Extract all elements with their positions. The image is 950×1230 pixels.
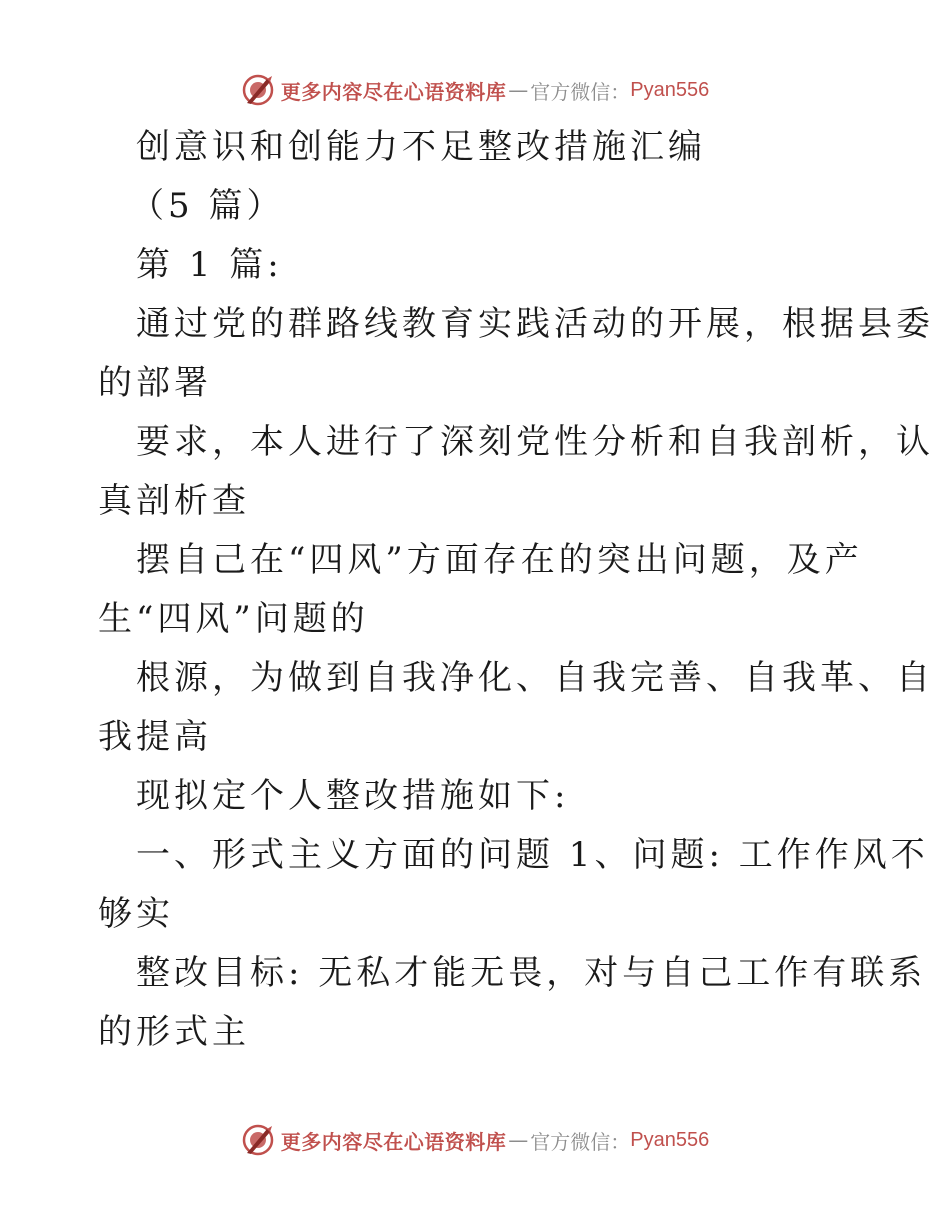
- banner-wechat-id: Pyan556: [630, 1128, 710, 1151]
- footer-banner: [0, 1120, 950, 1160]
- quill-logo-icon: [241, 73, 275, 107]
- paragraph-line: 通过党的群路线教育实践活动的开展，根据县委: [136, 304, 934, 344]
- header-banner: [0, 70, 950, 110]
- paragraph-line: 够实: [98, 894, 174, 934]
- paragraph-line: 真剖析查: [98, 481, 250, 521]
- paragraph-line: 的部署: [98, 363, 212, 403]
- paragraph-line: 一、形式主义方面的问题 1、问题: 工作作风不: [136, 835, 929, 875]
- paragraph-line: 整改目标: 无私才能无畏，对与自己工作有联系: [136, 953, 927, 993]
- document-body: [98, 118, 934, 1062]
- paragraph-line: 摆自己在“四风”方面存在的突出问题，及产: [136, 540, 863, 580]
- banner-dash: —: [508, 1128, 529, 1152]
- document-subtitle: （5 篇）: [130, 186, 285, 226]
- banner-wechat-id: Pyan556: [630, 78, 710, 101]
- banner-dash: —: [508, 78, 529, 102]
- paragraph-lines: [98, 295, 934, 1062]
- paragraph-line: 现拟定个人整改措施如下:: [136, 776, 570, 816]
- banner-brand-text: 更多内容尽在心语资料库: [280, 79, 507, 104]
- paragraph-line: 生“四风”问题的: [98, 599, 369, 639]
- paragraph-line: 的形式主: [98, 1012, 250, 1052]
- document-title: 创意识和创能力不足整改措施汇编: [136, 127, 706, 167]
- paragraph-line: 要求，本人进行了深刻党性分析和自我剖析，认: [136, 422, 934, 462]
- banner-wechat-label: 官方微信：: [530, 79, 631, 104]
- banner-brand-text: 更多内容尽在心语资料库: [280, 1129, 507, 1154]
- paragraph-line: 我提高: [98, 717, 212, 757]
- banner-wechat-label: 官方微信：: [530, 1129, 631, 1154]
- quill-logo-icon: [241, 1123, 275, 1157]
- section-heading: 第 1 篇:: [136, 245, 283, 285]
- paragraph-line: 根源，为做到自我净化、自我完善、自我革、自: [136, 658, 934, 698]
